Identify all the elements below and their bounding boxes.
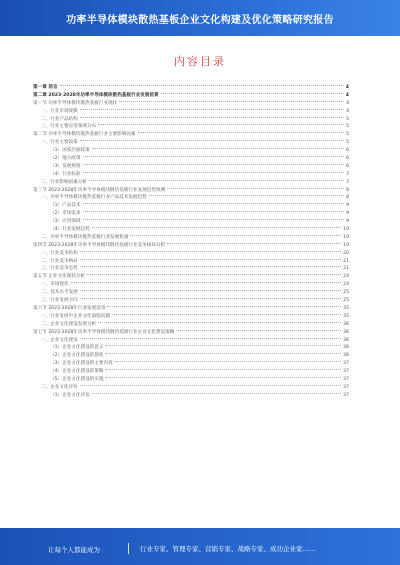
toc-leader-dots — [80, 117, 344, 118]
toc-entry-page: 7 — [346, 171, 349, 177]
toc-entry[interactable] — [33, 226, 349, 234]
toc-entry-page: 9 — [346, 219, 349, 225]
toc-entry[interactable] — [33, 194, 349, 202]
toc-entry-text: 第七节 2023-2028年功率半导体模块散热基板行业企业文化建设策略 — [33, 329, 175, 335]
toc-entry-page: 4 — [346, 100, 349, 106]
toc-leader-dots — [83, 156, 345, 157]
toc-entry-page: 35 — [343, 313, 349, 319]
toc-entry-text: 二、行业影响因素分析 — [41, 179, 87, 185]
toc-leader-dots — [87, 274, 341, 275]
toc-entry-page: 24 — [343, 274, 349, 280]
toc-entry-page: 36 — [343, 337, 349, 343]
toc-leader-dots — [80, 385, 341, 386]
toc-entry[interactable] — [33, 84, 349, 92]
toc-leader-dots — [149, 195, 344, 196]
toc-entry[interactable] — [33, 376, 349, 384]
toc-leader-dots — [83, 203, 345, 204]
toc-entry-page: 8 — [346, 187, 349, 193]
toc-leader-dots — [167, 243, 341, 244]
toc-entry-text: （2）地方政策 — [50, 156, 81, 162]
toc-entry-page: 9 — [346, 211, 349, 217]
toc-entry[interactable] — [33, 265, 349, 273]
toc-entry-text: 一、功率半导体模块散热基板行业产品技术发展趋势 — [41, 195, 147, 201]
toc-entry[interactable] — [33, 155, 349, 163]
toc-entry-page: 37 — [343, 384, 349, 390]
toc-entry[interactable] — [33, 234, 349, 242]
toc-entry-page: 5 — [346, 140, 349, 146]
toc-entry-text: （3）发展规划 — [50, 163, 81, 169]
toc-leader-dots — [119, 101, 344, 102]
toc-entry[interactable] — [33, 321, 349, 329]
toc-entry-page: 37 — [343, 369, 349, 375]
toc-entry-page: 8 — [346, 195, 349, 201]
toc-leader-dots — [71, 282, 342, 283]
toc-entry-text: （1）产品技术 — [50, 203, 81, 209]
toc-entry-text: （1）企业文化建设的意义 — [50, 345, 104, 351]
toc-entry[interactable] — [33, 210, 349, 218]
toc-entry[interactable] — [33, 258, 349, 266]
toc-leader-dots — [80, 259, 341, 260]
toc-entry-page: 6 — [346, 163, 349, 169]
toc-entry-page: 4 — [345, 92, 349, 98]
toc-entry-text: 一、企业文化建设 — [41, 337, 78, 343]
toc-entry-text: 三、行业主要应用领域分布 — [41, 124, 97, 130]
toc-leader-dots — [98, 322, 341, 323]
toc-leader-dots — [83, 172, 345, 173]
footer-tagline: 行业专家、管理专家、营销专家、战略专家、成功企业家…… — [140, 545, 316, 553]
toc-entry-text: 第一节 功率半导体模块散热基板行业现状 — [33, 100, 118, 106]
toc-entry-text: 三、行业竞争态势 — [41, 266, 78, 272]
toc-entry-page: 7 — [346, 179, 349, 185]
toc-leader-dots — [83, 219, 345, 220]
toc-leader-dots — [161, 93, 344, 94]
toc-entry[interactable] — [33, 250, 349, 258]
toc-entry-text: 二、技术水平发展 — [41, 290, 78, 296]
toc-entry[interactable] — [33, 289, 349, 297]
toc-entry[interactable] — [33, 123, 349, 131]
toc-entry[interactable] — [33, 139, 349, 147]
footer-divider — [128, 543, 129, 554]
toc-entry-page: 20 — [343, 250, 349, 256]
toc-entry-page: 5 — [346, 132, 349, 138]
toc-leader-dots — [138, 132, 345, 133]
toc-leader-dots — [115, 361, 341, 362]
toc-leader-dots — [89, 180, 344, 181]
toc-entry-page: 25 — [343, 290, 349, 296]
toc-title: 内容目录 — [174, 55, 226, 68]
toc-leader-dots — [80, 298, 341, 299]
toc-entry-page: 6 — [346, 156, 349, 162]
table-of-contents — [33, 84, 349, 400]
report-title: 功率半导体模块散热基板企业文化构建及优化策略研究报告 — [66, 15, 334, 26]
toc-entry-page: 36 — [343, 321, 349, 327]
toc-entry[interactable] — [33, 171, 349, 179]
toc-entry[interactable] — [33, 344, 349, 352]
toc-entry[interactable] — [33, 163, 349, 171]
toc-entry-page: 37 — [343, 376, 349, 382]
report-header — [0, 0, 400, 36]
toc-entry[interactable] — [33, 281, 349, 289]
toc-entry-text: 二、功率半导体模块散热基板行业发展机遇 — [41, 234, 129, 240]
toc-entry-page: 35 — [343, 305, 349, 311]
toc-leader-dots — [92, 227, 341, 228]
toc-entry-text: （2）企业文化建设的现状 — [50, 353, 104, 359]
toc-entry[interactable] — [33, 313, 349, 321]
toc-entry-text: 一、行业主要政策 — [41, 140, 78, 146]
toc-entry-text: 第六节 2023-2028年行业发展前景 — [33, 305, 106, 311]
toc-entry-page: 25 — [343, 298, 349, 304]
toc-entry-text: 第一章 前言 — [33, 85, 58, 90]
toc-entry-text: 一、行业发展中企业文化面临问题 — [41, 313, 110, 319]
toc-entry[interactable] — [33, 360, 349, 368]
toc-entry-page: 5 — [346, 124, 349, 130]
toc-entry-text: （5）企业文化建设的实施 — [50, 376, 104, 382]
toc-leader-dots — [80, 338, 341, 339]
toc-leader-dots — [83, 164, 345, 165]
toc-entry-text: 第三节 2023-2028年功率半导体模块散热基板行业发展趋势预测 — [33, 187, 166, 193]
footer-slogan: 让每个人都能成为 — [48, 546, 100, 554]
toc-entry-text: 二、企业文化评价 — [41, 384, 78, 390]
toc-entry-text: （1）企业文化评估 — [50, 392, 90, 398]
toc-entry[interactable] — [33, 131, 349, 139]
toc-entry-text: （3）企业文化建设的主要内容 — [50, 361, 113, 367]
toc-entry[interactable] — [33, 100, 349, 108]
toc-leader-dots — [176, 330, 341, 331]
toc-leader-dots — [80, 266, 341, 267]
toc-entry[interactable] — [33, 187, 349, 195]
toc-leader-dots — [80, 140, 344, 141]
toc-entry-page: 10 — [343, 234, 349, 240]
toc-entry-page: 10 — [343, 242, 349, 248]
toc-entry-text: （4）行业标准 — [50, 171, 81, 177]
toc-leader-dots — [130, 235, 341, 236]
toc-leader-dots — [105, 377, 341, 378]
toc-leader-dots — [105, 353, 341, 354]
toc-entry-page: 21 — [343, 258, 349, 264]
toc-entry-page: 4 — [345, 85, 349, 90]
toc-leader-dots — [105, 369, 341, 370]
toc-entry-text: 三、行业发展方向 — [41, 298, 78, 304]
toc-leader-dots — [167, 188, 344, 189]
toc-entry-page: 36 — [343, 345, 349, 351]
toc-entry[interactable] — [33, 116, 349, 124]
toc-entry[interactable] — [33, 218, 349, 226]
toc-entry-page: 4 — [346, 108, 349, 114]
toc-leader-dots — [92, 148, 344, 149]
toc-entry[interactable] — [33, 305, 349, 313]
toc-entry[interactable] — [33, 147, 349, 155]
toc-leader-dots — [83, 211, 345, 212]
toc-leader-dots — [80, 290, 341, 291]
toc-leader-dots — [60, 85, 344, 86]
toc-entry-text: 一、行业竞争结构 — [41, 250, 78, 256]
toc-entry[interactable] — [33, 297, 349, 305]
toc-entry-page: 5 — [346, 116, 349, 122]
toc-leader-dots — [80, 251, 341, 252]
toc-entry-text: 二、企业文化建设发展分析 — [41, 321, 97, 327]
toc-entry-text: 二、行业竞争格局 — [41, 258, 78, 264]
toc-entry-page: 24 — [343, 282, 349, 288]
toc-entry-text: （2）市场需求 — [50, 211, 81, 217]
toc-leader-dots — [80, 109, 344, 110]
toc-entry-text: （4）企业文化建设的策略 — [50, 369, 104, 375]
toc-entry[interactable] — [33, 242, 349, 250]
toc-entry-text: （4）行业发展趋势 — [50, 227, 90, 233]
toc-entry[interactable] — [33, 329, 349, 337]
toc-entry-text: 一、市场现状 — [41, 282, 69, 288]
toc-leader-dots — [92, 393, 341, 394]
toc-entry-page: 21 — [343, 266, 349, 272]
toc-entry-page: 37 — [343, 392, 349, 398]
toc-entry-text: 第五节 企业文化现状分析 — [33, 274, 85, 280]
footer-banner — [0, 528, 400, 565]
toc-entry[interactable] — [33, 352, 349, 360]
toc-entry[interactable] — [33, 368, 349, 376]
toc-entry[interactable] — [33, 92, 349, 100]
toc-entry[interactable] — [33, 179, 349, 187]
toc-entry[interactable] — [33, 202, 349, 210]
toc-leader-dots — [107, 306, 341, 307]
toc-entry[interactable] — [33, 392, 349, 400]
toc-entry-page: 6 — [346, 148, 349, 154]
toc-entry-text: （1）国家层面政策 — [50, 148, 90, 154]
toc-entry-page: 37 — [343, 361, 349, 367]
toc-leader-dots — [98, 124, 344, 125]
toc-entry-text: 一、行业市场规模 — [41, 108, 78, 114]
toc-entry-text: 第二节 功率半导体模块散热基板行业主要影响因素 — [33, 132, 136, 138]
toc-entry-text: 第二章 2023-2028年功率半导体模块散热基板行业发展前景 — [33, 92, 159, 98]
toc-leader-dots — [112, 314, 341, 315]
toc-entry-text: 二、行业产品结构 — [41, 116, 78, 122]
toc-entry-page: 36 — [343, 353, 349, 359]
toc-entry-page: 36 — [343, 329, 349, 335]
toc-leader-dots — [105, 345, 341, 346]
toc-entry-text: 第四节 2023-2028年功率半导体模块散热基板行业竞争格局分析 — [33, 242, 166, 248]
toc-entry[interactable] — [33, 108, 349, 116]
toc-entry-page: 10 — [343, 227, 349, 233]
toc-entry[interactable] — [33, 384, 349, 392]
toc-entry[interactable] — [33, 273, 349, 281]
toc-entry[interactable] — [33, 337, 349, 345]
toc-entry-text: （3）应用领域 — [50, 219, 81, 225]
toc-entry-page: 9 — [346, 203, 349, 209]
